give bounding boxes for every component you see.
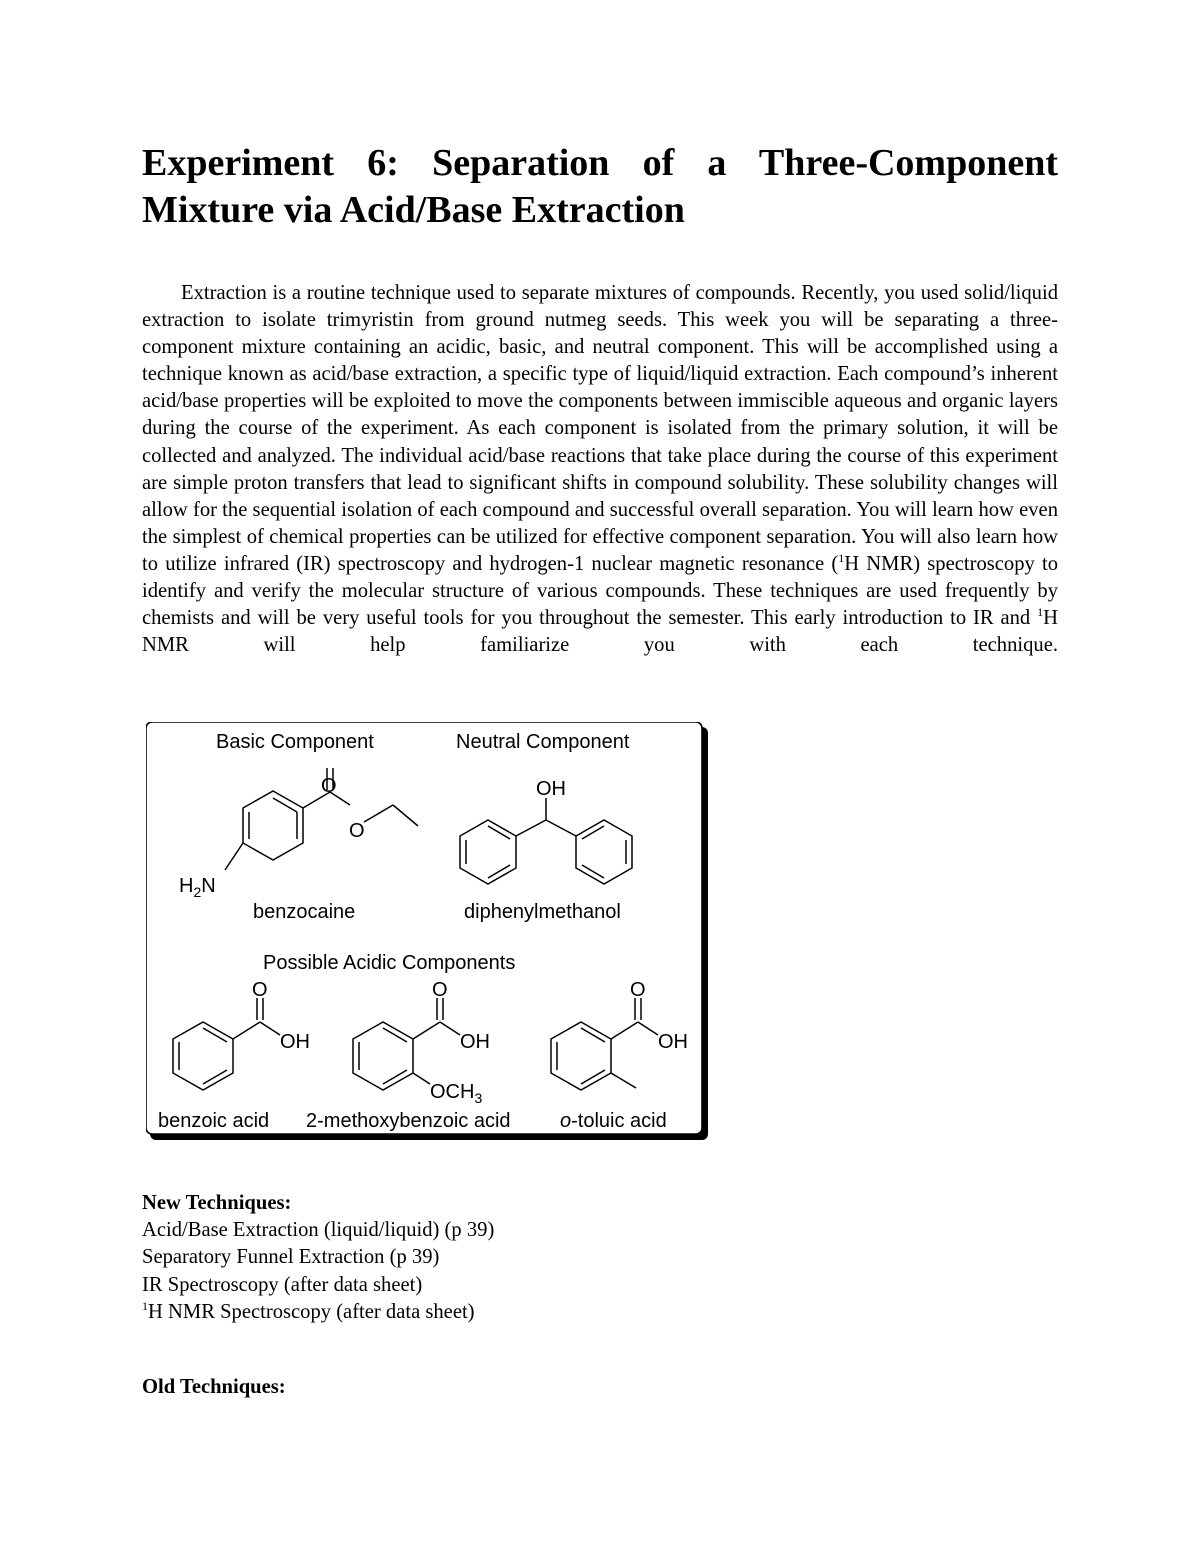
intro-text-3: H NMR will help familiarize you with each technique. bbox=[142, 607, 1058, 657]
benzocaine-ester-o: O bbox=[349, 820, 365, 842]
benzoic-o: O bbox=[252, 979, 268, 1001]
diphenyl-oh: OH bbox=[536, 778, 566, 800]
methoxy-och3: $OCH_3$ bbox=[430, 1081, 483, 1106]
new-techniques-section bbox=[142, 1190, 1058, 1326]
methoxy-oh: OH bbox=[460, 1031, 490, 1053]
toluic-oh: OH bbox=[658, 1031, 688, 1053]
old-techniques-section bbox=[142, 1374, 1058, 1401]
methoxy-o: O bbox=[432, 979, 448, 1001]
benzocaine-carbonyl-o: O bbox=[321, 775, 337, 797]
toluic-o: O bbox=[630, 979, 646, 1001]
toluic-acid-label: o-toluic acid bbox=[560, 1110, 667, 1132]
superscript-1: 1 bbox=[142, 1298, 148, 1313]
structures-figure bbox=[146, 722, 708, 1140]
basic-heading: Basic Component bbox=[216, 731, 374, 753]
benzoic-oh: OH bbox=[280, 1031, 310, 1053]
superscript-1: 1 bbox=[838, 551, 845, 566]
technique-item: Acid/Base Extraction (liquid/liquid) (p 39) bbox=[142, 1219, 495, 1242]
structures-svg bbox=[146, 722, 708, 1140]
benzoic-acid-label: benzoic acid bbox=[158, 1110, 270, 1132]
intro-text-1: Extraction is a routine technique used to separate mixtures of compounds. Recently, you used solid/liquid extraction to isolate trimyristin from ground nutmeg seeds. This week you will be separating a three-component mixture containing an acidic, basic, and neutral component. This will be accomplished using a technique known as acid/base extraction, a specific type of liquid/liquid extraction. Each compound’s inherent acid/base properties will be exploited to move the components between immiscible aqueous and organic layers during the course of the experiment. As each component is isolated from the primary solution, it will be collected and analyzed. The individual acid/base reactions that take place during the course of this experiment are simple proton transfers that lead to significant shifts in compound solubility. These solubility changes will allow for the sequential isolation of each compound and successful overall separation. You will learn how even the simplest of chemical properties can be utilized for effective component separation. You will also learn how to utilize infrared (IR) spectroscopy and hydrogen-1 nuclear magnetic resonance ( bbox=[142, 282, 1058, 575]
methoxybenzoic-acid-label: 2-methoxybenzoic acid bbox=[306, 1110, 511, 1132]
benzocaine-label: benzocaine bbox=[253, 901, 356, 923]
diphenylmethanol-label: diphenylmethanol bbox=[464, 901, 621, 923]
intro-text-2: H NMR) spectroscopy to identify and verify the molecular structure of various compounds. These techniques are used frequently by chemists and will be very useful tools for you throughout the semester. This early introduction to IR and bbox=[142, 552, 1058, 630]
new-techniques-heading: New Techniques: bbox=[142, 1192, 292, 1214]
page-title: Experiment 6: Separation of a Three-Component Mixture via Acid/Base Extraction bbox=[142, 142, 1058, 231]
technique-item: Separatory Funnel Extraction (p 39) bbox=[142, 1246, 440, 1269]
acidic-heading: Possible Acidic Components bbox=[263, 952, 516, 974]
figure-frame bbox=[146, 722, 702, 1134]
superscript-1b: 1 bbox=[1037, 605, 1044, 620]
technique-item: $^1$H NMR Spectroscopy (after data sheet) bbox=[142, 1298, 475, 1323]
technique-item: IR Spectroscopy (after data sheet) bbox=[142, 1273, 423, 1296]
intro-paragraph bbox=[142, 280, 1058, 659]
old-techniques-heading: Old Techniques: bbox=[142, 1376, 286, 1398]
benzocaine-amine: $H_2N$ bbox=[179, 875, 216, 900]
neutral-heading: Neutral Component bbox=[456, 731, 630, 753]
